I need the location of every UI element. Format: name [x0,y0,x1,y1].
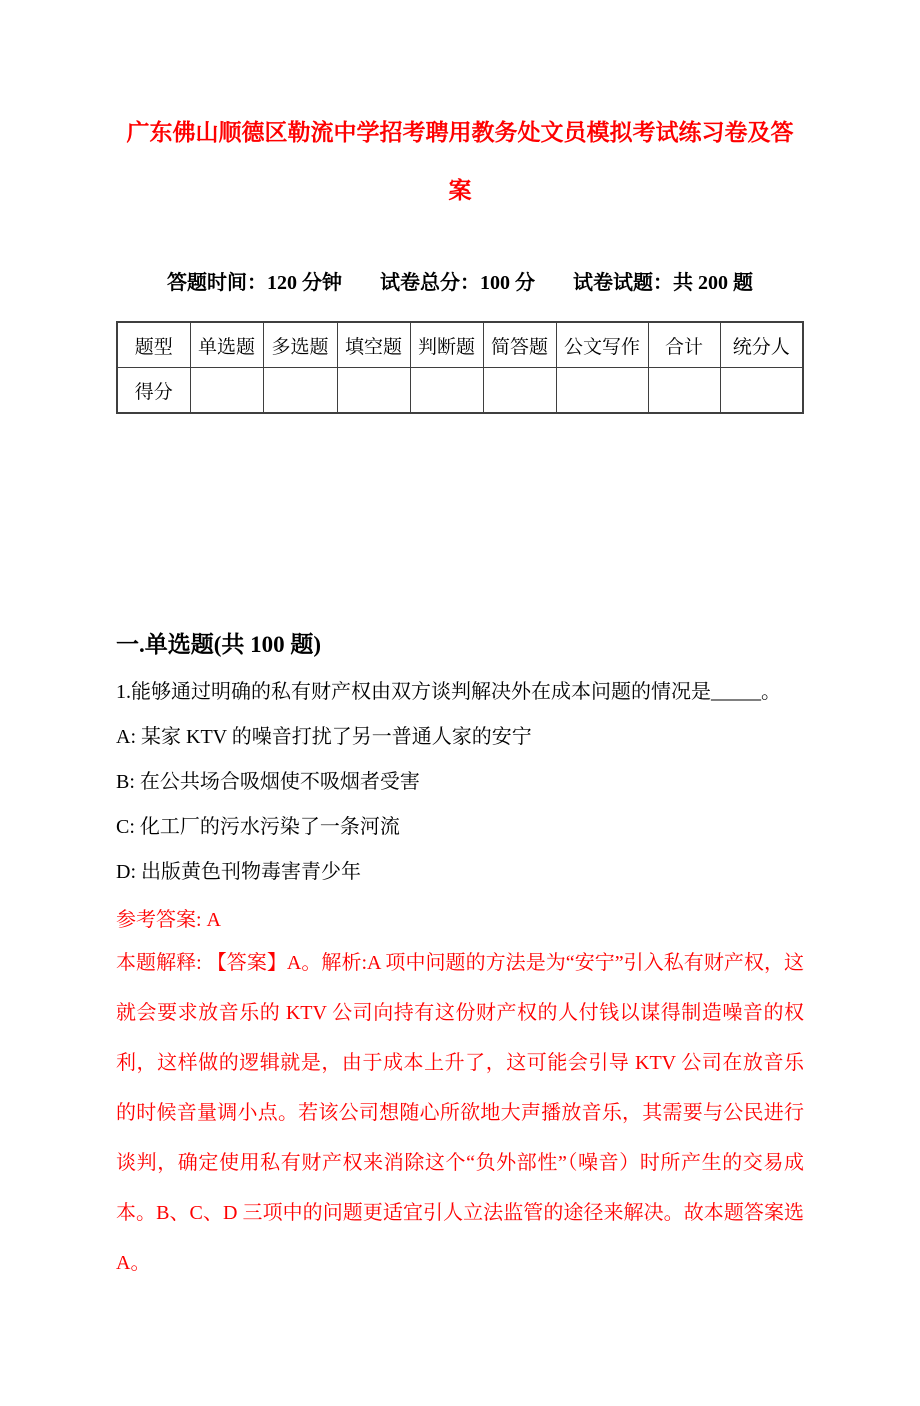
score-cell [190,368,263,414]
header-true-false: 判断题 [410,322,483,368]
question-1-reference-answer: 参考答案: A [116,909,221,932]
score-table-score-row [117,368,803,414]
score-cell [720,368,803,414]
meta-question-count: 试卷试题：共 200 题 [573,272,753,294]
score-cell [410,368,483,414]
question-1-option-b: B: 在公共场合吸烟使不吸烟者受害 [116,771,420,794]
question-1-option-d: D: 出版黄色刊物毒害青少年 [116,861,361,884]
score-cell [648,368,720,414]
question-1-text: 1.能够通过明确的私有财产权由双方谈判解决外在成本问题的情况是_____。 [116,681,781,704]
header-single-choice: 单选题 [190,322,263,368]
header-multi-choice: 多选题 [263,322,337,368]
header-total: 合计 [648,322,720,368]
question-1-option-c: C: 化工厂的污水污染了一条河流 [116,816,400,839]
meta-total-score: 试卷总分：100 分 [380,272,535,294]
section-heading-single-choice: 一.单选题(共 100 题) [116,632,322,657]
header-short-answer: 简答题 [483,322,556,368]
score-table-header-row [117,322,803,368]
score-cell [337,368,410,414]
header-score-counter: 统分人 [720,322,803,368]
document-title: 广东佛山顺德区勒流中学招考聘用教务处文员模拟考试练习卷及答案 [126,120,794,203]
score-cell [556,368,648,414]
question-1-explanation: 本题解释: 【答案】A。解析:A 项中问题的方法是为“安宁”引入私有财产权，这就会要求放音乐的 KTV 公司向持有这份财产权的人付钱以谋得制造噪音的权利，这样做的逻辑就是，由于成本上升了，这可能会引导 KTV 公司在放音乐的时候音量调小点。若该公司想随心所欲地大声播放音乐，其需要与公民进行谈判，确定使用私有财产权来消除这个“负外部性”（噪音）时所产生的交易成本。B、C、D 三项中的问题更适宜引人立法监管的途径来解决。故本题答案选 A。 [116,952,804,1275]
header-fill-blank: 填空题 [337,322,410,368]
header-official-writing: 公文写作 [556,322,648,368]
score-table [116,321,804,414]
score-row-label: 得分 [117,368,190,414]
score-cell [263,368,337,414]
header-question-type: 题型 [117,322,190,368]
exam-document [116,104,804,1288]
exam-meta-line [116,266,804,295]
meta-answer-time: 答题时间：120 分钟 [167,272,342,294]
score-cell [483,368,556,414]
question-1-option-a: A: 某家 KTV 的噪音打扰了另一普通人家的安宁 [116,726,532,749]
